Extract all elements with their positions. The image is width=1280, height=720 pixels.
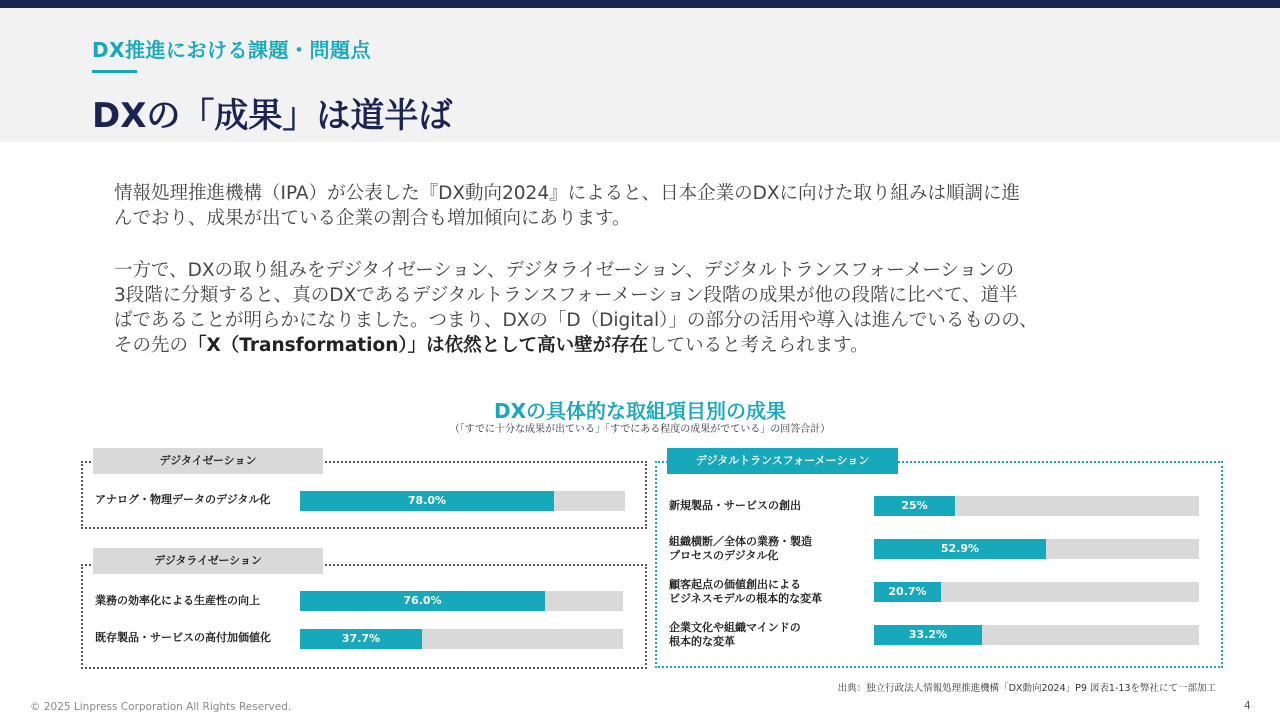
- bar-value-label: 25%: [901, 499, 928, 512]
- section-underline: [92, 70, 137, 73]
- bar-category-label: 組織横断／全体の業務・製造 プロセスのデジタル化: [669, 535, 812, 562]
- analysis-line: [114, 333, 1194, 358]
- bar-track: [300, 629, 623, 649]
- footer-copyright: © 2025 Linpress Corporation All Rights Reserved.: [30, 701, 292, 713]
- bar-track: [874, 496, 1199, 516]
- bar-value-label: 33.2%: [908, 628, 948, 641]
- intro-line: んでおり、成果が出ている企業の割合も増加傾向にあります。: [114, 208, 631, 229]
- bar-value-label: 76.0%: [403, 594, 442, 607]
- intro-paragraph: [114, 181, 1194, 231]
- analysis-prefix: その先の: [114, 335, 189, 356]
- analysis-paragraph: [114, 258, 1194, 358]
- bar-value-label: 37.7%: [341, 632, 381, 645]
- bar-value-label: 52.9%: [940, 542, 980, 555]
- header-band: [0, 8, 1280, 142]
- analysis-line: 一方で、DXの取り組みをデジタイゼーション、デジタライゼーション、デジタルトランスフォーメーションの: [114, 260, 1015, 281]
- chart-subtitle: （「すでに十分な成果が出ている」「すでにある程度の成果がでている」の回答合計）: [449, 424, 831, 435]
- bar-category-label: 顧客起点の価値創出による ビジネスモデルの根本的な変革: [669, 578, 823, 605]
- analysis-line: ばであることが明らかになりました。つまり、DXの「D（Digital）」の部分の活用や導入は進んでいるものの、: [114, 310, 1038, 331]
- bar-value-label: 20.7%: [888, 585, 927, 598]
- bar-category-label: 新規製品・サービスの創出: [669, 499, 801, 512]
- chart-group-label: デジタルトランスフォーメーション: [667, 448, 898, 474]
- bar-track: [874, 625, 1199, 645]
- bar-track: [874, 539, 1199, 559]
- page-title: DXの「成果」は道半ば: [92, 96, 453, 136]
- bar-category-label: 業務の効率化による生産性の向上: [95, 594, 260, 607]
- chart-title: DXの具体的な取組項目別の成果: [493, 399, 787, 423]
- bar-category-label: 企業文化や組織マインドの 根本的な変革: [669, 621, 801, 648]
- bar-value-label: 78.0%: [407, 494, 447, 507]
- bar-category-label: アナログ・物理データのデジタル化: [95, 493, 271, 506]
- chart-group-box: [81, 564, 647, 669]
- analysis-emphasis: 「X（Transformation）」は依然として高い壁が存在: [188, 335, 649, 356]
- source-note: 出典：独立行政法人情報処理推進機構「DX動向2024」P9 図表1-13を弊社にて一部加工: [837, 683, 1216, 694]
- bar-track: [300, 591, 623, 611]
- analysis-line: 3段階に分類すると、真のDXであるデジタルトランスフォーメーション段階の成果が他の段階に比べて、道半: [114, 285, 1018, 306]
- section-label: DX推進における課題・問題点: [92, 38, 372, 62]
- analysis-suffix: していると考えられます。: [648, 335, 869, 356]
- top-accent-bar: [0, 0, 1280, 8]
- chart-group-label: デジタライゼーション: [93, 548, 323, 574]
- bar-category-label: 既存製品・サービスの高付加価値化: [95, 631, 271, 644]
- chart-group-label: デジタイゼーション: [93, 448, 323, 474]
- bar-track: [874, 582, 1199, 602]
- intro-line: 情報処理推進機構（IPA）が公表した『DX動向2024』によると、日本企業のDXに向けた取り組みは順調に進: [114, 183, 1021, 204]
- page-number: 4: [1244, 700, 1251, 712]
- bar-track: [300, 491, 625, 511]
